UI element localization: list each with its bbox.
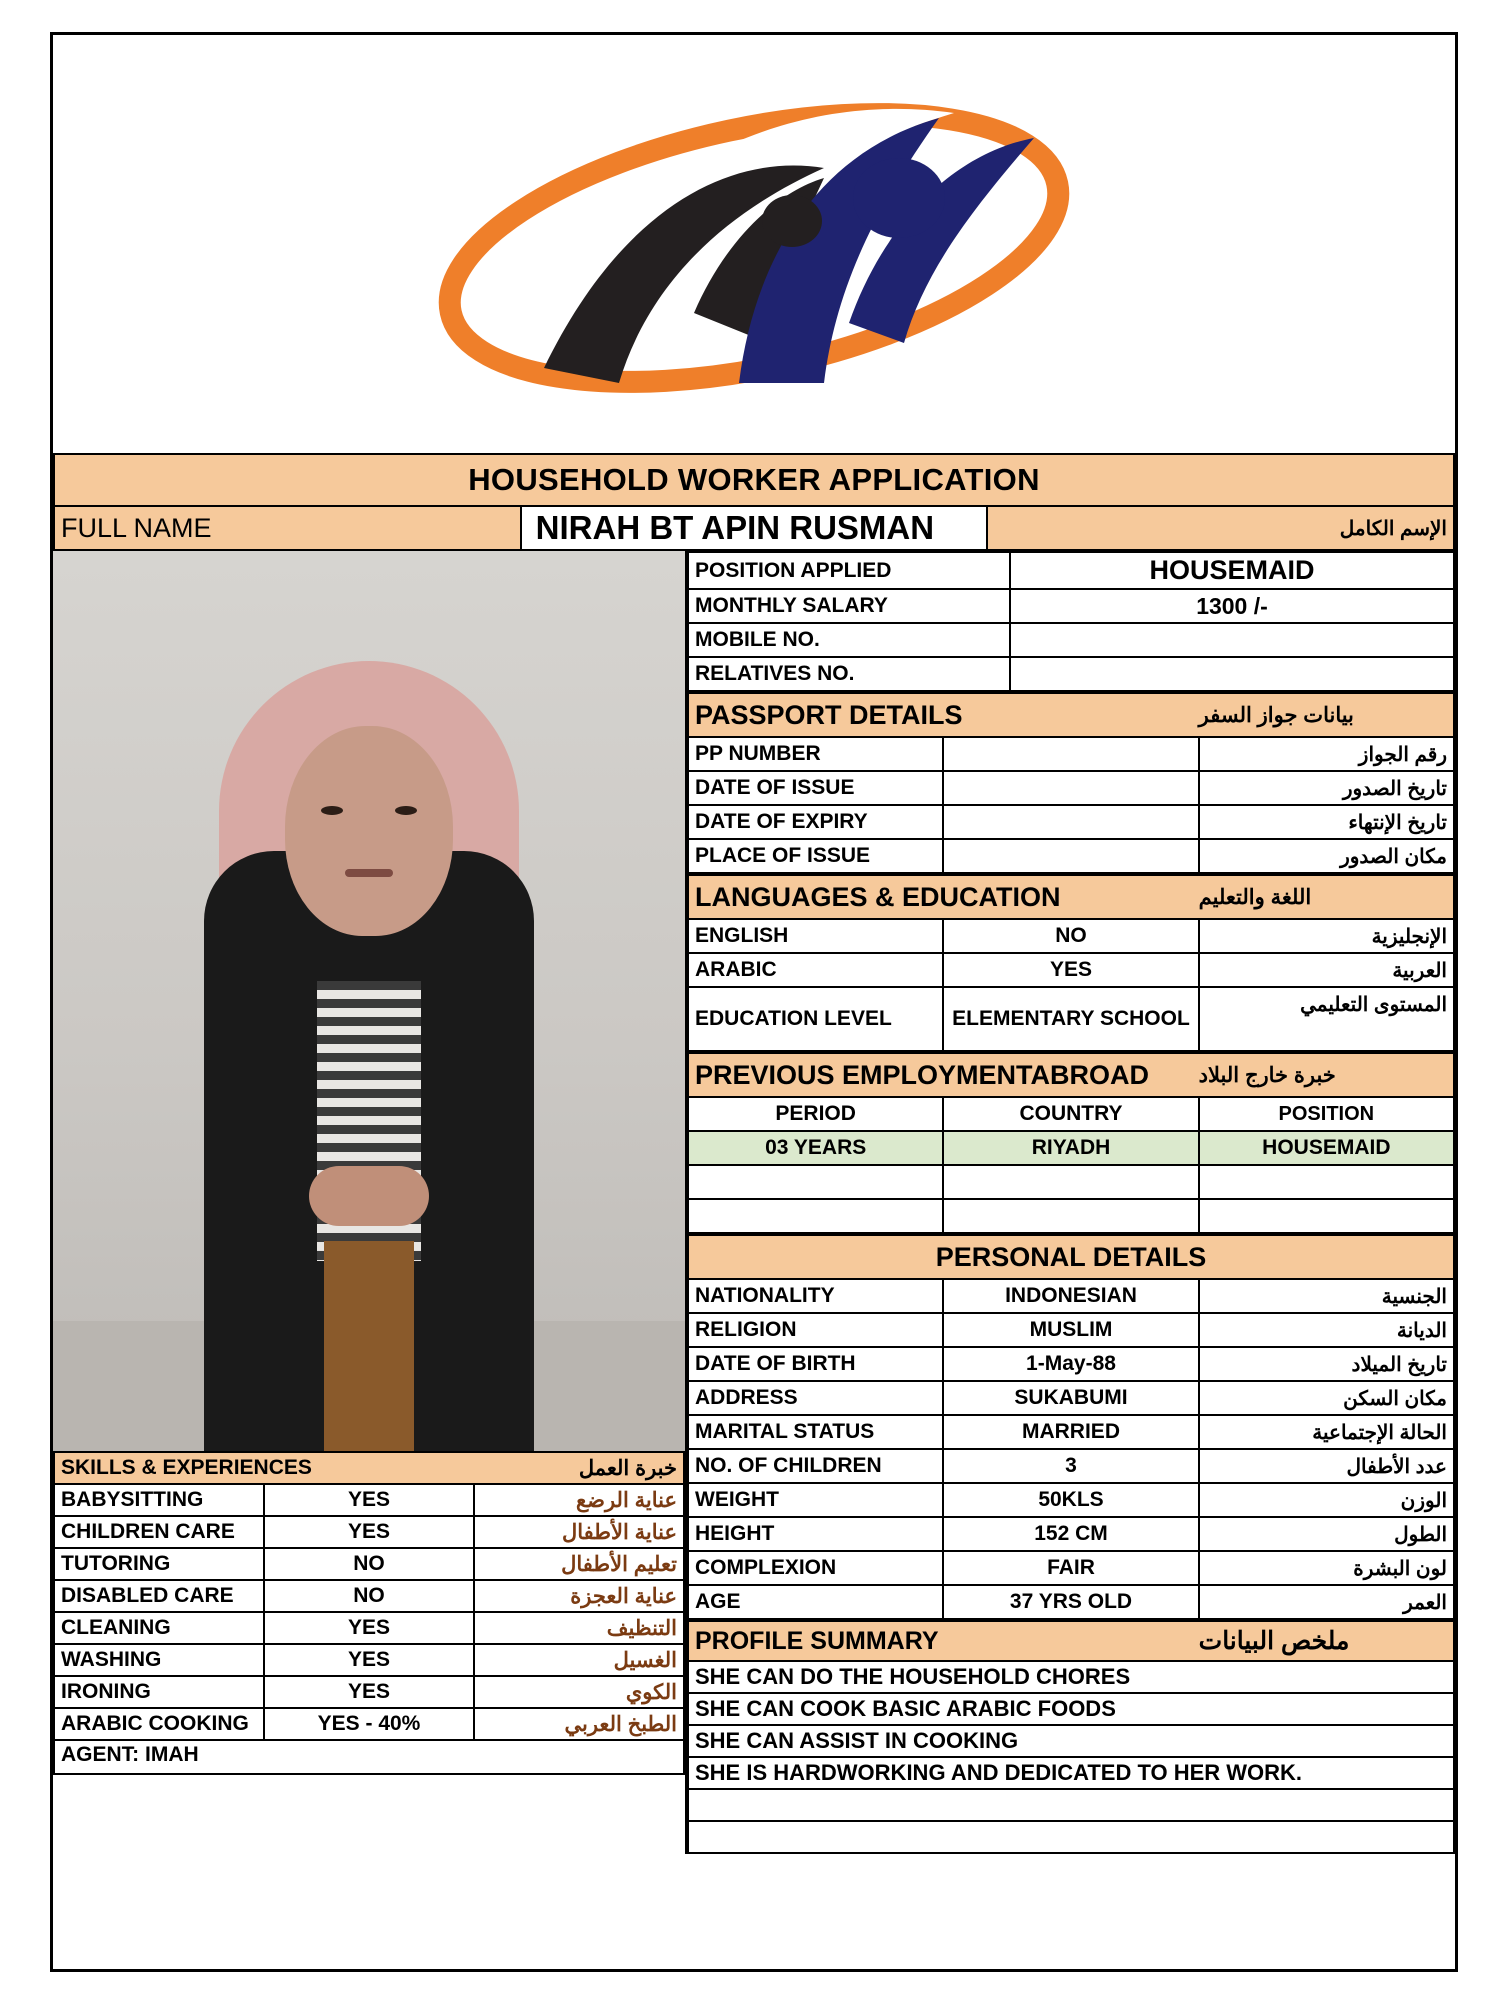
language-row [688,953,1454,987]
profile-line: SHE CAN COOK BASIC ARABIC FOODS [688,1693,1454,1725]
skill-value: YES [264,1484,474,1516]
personal-row [688,1585,1454,1619]
religion-value: MUSLIM [943,1313,1198,1347]
passport-row [688,737,1454,771]
education-level-label: EDUCATION LEVEL [688,987,943,1051]
skill-arabic: الكوي [474,1676,684,1708]
full-name-value: NIRAH BT APIN RUSMAN [521,506,988,550]
weight-label: WEIGHT [688,1483,943,1517]
applicant-photo [53,551,685,1451]
profile-line-row [688,1821,1454,1853]
skills-heading: SKILLS & EXPERIENCES [54,1452,474,1484]
employment-country: RIYADH [943,1131,1198,1165]
agent-name: AGENT: IMAH [54,1740,684,1774]
skill-arabic: الطبخ العربي [474,1708,684,1740]
application-row [688,552,1454,589]
weight-arabic: الوزن [1199,1483,1454,1517]
passport-table [687,692,1455,874]
personal-details-table [687,1234,1455,1620]
employment-heading: PREVIOUS EMPLOYMENTABROAD [688,1053,1199,1097]
position-applied-label: POSITION APPLIED [688,552,1010,589]
profile-line-row [688,1661,1454,1693]
skill-label: WASHING [54,1644,264,1676]
height-label: HEIGHT [688,1517,943,1551]
personal-row [688,1347,1454,1381]
employment-heading-arabic: خبرة خارج البلاد [1199,1053,1454,1097]
personal-row [688,1517,1454,1551]
profile-heading-row [688,1621,1454,1661]
employment-period [688,1165,943,1199]
logo-icon [394,83,1114,403]
marital-status-value: MARRIED [943,1415,1198,1449]
passport-heading-arabic: بيانات جواز السفر [1199,693,1454,737]
employment-country [943,1165,1198,1199]
skill-value: YES [264,1676,474,1708]
skill-row [54,1580,684,1612]
mobile-no-label: MOBILE NO. [688,623,1010,657]
employment-period [688,1199,943,1233]
employment-column-header-row [688,1097,1454,1131]
place-of-issue-arabic: مكان الصدور [1199,839,1454,873]
education-level-value: ELEMENTARY SCHOOL [943,987,1198,1051]
skill-row [54,1516,684,1548]
skill-value: NO [264,1548,474,1580]
skill-value: YES [264,1644,474,1676]
date-of-expiry-label: DATE OF EXPIRY [688,805,943,839]
profile-line-row [688,1725,1454,1757]
skill-row [54,1612,684,1644]
employment-col-position: POSITION [1199,1097,1454,1131]
skill-arabic: عناية الأطفال [474,1516,684,1548]
children-count-value: 3 [943,1449,1198,1483]
employment-col-period: PERIOD [688,1097,943,1131]
place-of-issue-label: PLACE OF ISSUE [688,839,943,873]
monthly-salary-value: 1300 /- [1010,589,1454,623]
skill-arabic: عناية الرضع [474,1484,684,1516]
weight-value: 50KLS [943,1483,1198,1517]
skill-value: YES [264,1516,474,1548]
skills-heading-row [54,1452,684,1484]
personal-heading: PERSONAL DETAILS [688,1235,1454,1279]
profile-heading-arabic: ملخص البيانات [1199,1621,1454,1661]
nationality-value: INDONESIAN [943,1279,1198,1313]
skill-value: NO [264,1580,474,1612]
relatives-no-value [1010,657,1454,691]
age-value: 37 YRS OLD [943,1585,1198,1619]
agent-row [54,1740,684,1774]
english-arabic: الإنجليزية [1199,919,1454,953]
mobile-no-value [1010,623,1454,657]
profile-heading: PROFILE SUMMARY [688,1621,1199,1661]
employment-position [1199,1165,1454,1199]
full-name-label: FULL NAME [54,506,521,550]
profile-line-row [688,1789,1454,1821]
language-row [688,987,1454,1051]
passport-row [688,771,1454,805]
religion-label: RELIGION [688,1313,943,1347]
profile-line: SHE CAN ASSIST IN COOKING [688,1725,1454,1757]
skill-row [54,1484,684,1516]
languages-table [687,874,1455,1052]
application-row [688,657,1454,691]
skills-table [53,1451,685,1775]
document-body [53,551,1455,1854]
application-row [688,623,1454,657]
date-of-issue-label: DATE OF ISSUE [688,771,943,805]
right-column [687,551,1455,1854]
religion-arabic: الديانة [1199,1313,1454,1347]
address-label: ADDRESS [688,1381,943,1415]
languages-heading: LANGUAGES & EDUCATION [688,875,1199,919]
language-row [688,919,1454,953]
profile-line: SHE IS HARDWORKING AND DEDICATED TO HER WORK. [688,1757,1454,1789]
employment-row [688,1165,1454,1199]
skill-label: DISABLED CARE [54,1580,264,1612]
arabic-arabic: العربية [1199,953,1454,987]
skill-row [54,1676,684,1708]
profile-line-row [688,1693,1454,1725]
skill-value: YES - 40% [264,1708,474,1740]
monthly-salary-label: MONTHLY SALARY [688,589,1010,623]
pp-number-arabic: رقم الجواز [1199,737,1454,771]
company-logo-area [53,35,1455,453]
passport-heading: PASSPORT DETAILS [688,693,1199,737]
passport-row [688,839,1454,873]
application-document [50,32,1458,1972]
full-name-arabic-label: الإسم الكامل [987,506,1454,550]
complexion-arabic: لون البشرة [1199,1551,1454,1585]
employment-country [943,1199,1198,1233]
date-of-birth-arabic: تاريخ الميلاد [1199,1347,1454,1381]
marital-status-arabic: الحالة الإجتماعية [1199,1415,1454,1449]
employment-position [1199,1199,1454,1233]
full-name-row [54,506,1454,550]
height-arabic: الطول [1199,1517,1454,1551]
age-label: AGE [688,1585,943,1619]
skill-label: TUTORING [54,1548,264,1580]
application-info-table [687,551,1455,692]
skill-row [54,1644,684,1676]
employment-col-country: COUNTRY [943,1097,1198,1131]
skill-label: ARABIC COOKING [54,1708,264,1740]
profile-line: SHE CAN DO THE HOUSEHOLD CHORES [688,1661,1454,1693]
title-row [54,454,1454,506]
pp-number-label: PP NUMBER [688,737,943,771]
skill-row [54,1708,684,1740]
personal-row [688,1279,1454,1313]
profile-line [688,1789,1454,1821]
arabic-value: YES [943,953,1198,987]
personal-row [688,1483,1454,1517]
skill-label: CLEANING [54,1612,264,1644]
skill-arabic: تعليم الأطفال [474,1548,684,1580]
place-of-issue-value [943,839,1198,873]
date-of-birth-value: 1-May-88 [943,1347,1198,1381]
height-value: 152 CM [943,1517,1198,1551]
skill-label: IRONING [54,1676,264,1708]
personal-row [688,1551,1454,1585]
date-of-birth-label: DATE OF BIRTH [688,1347,943,1381]
date-of-issue-arabic: تاريخ الصدور [1199,771,1454,805]
address-value: SUKABUMI [943,1381,1198,1415]
passport-row [688,805,1454,839]
profile-line-row [688,1757,1454,1789]
arabic-label: ARABIC [688,953,943,987]
employment-row [688,1131,1454,1165]
children-count-label: NO. OF CHILDREN [688,1449,943,1483]
skills-heading-arabic: خبرة العمل [474,1452,684,1484]
date-of-expiry-value [943,805,1198,839]
languages-heading-row [688,875,1454,919]
date-of-expiry-arabic: تاريخ الإنتهاء [1199,805,1454,839]
relatives-no-label: RELATIVES NO. [688,657,1010,691]
age-arabic: العمر [1199,1585,1454,1619]
personal-heading-row [688,1235,1454,1279]
left-column [53,551,687,1854]
page-title: HOUSEHOLD WORKER APPLICATION [54,454,1454,506]
passport-heading-row [688,693,1454,737]
personal-row [688,1449,1454,1483]
profile-summary-table [687,1620,1455,1854]
profile-line [688,1821,1454,1853]
skill-label: BABYSITTING [54,1484,264,1516]
employment-row [688,1199,1454,1233]
marital-status-label: MARITAL STATUS [688,1415,943,1449]
nationality-label: NATIONALITY [688,1279,943,1313]
skill-arabic: عناية العجزة [474,1580,684,1612]
nationality-arabic: الجنسية [1199,1279,1454,1313]
personal-row [688,1313,1454,1347]
skill-label: CHILDREN CARE [54,1516,264,1548]
date-of-issue-value [943,771,1198,805]
skill-arabic: الغسيل [474,1644,684,1676]
english-label: ENGLISH [688,919,943,953]
personal-row [688,1415,1454,1449]
document-title-table [53,453,1455,551]
education-level-arabic: المستوى التعليمي [1199,987,1454,1051]
skill-value: YES [264,1612,474,1644]
previous-employment-table [687,1052,1455,1234]
languages-heading-arabic: اللغة والتعليم [1199,875,1454,919]
personal-row [688,1381,1454,1415]
skill-row [54,1548,684,1580]
application-row [688,589,1454,623]
employment-heading-row [688,1053,1454,1097]
complexion-label: COMPLEXION [688,1551,943,1585]
complexion-value: FAIR [943,1551,1198,1585]
position-applied-value: HOUSEMAID [1010,552,1454,589]
english-value: NO [943,919,1198,953]
employment-position: HOUSEMAID [1199,1131,1454,1165]
skill-arabic: التنظيف [474,1612,684,1644]
address-arabic: مكان السكن [1199,1381,1454,1415]
children-count-arabic: عدد الأطفال [1199,1449,1454,1483]
pp-number-value [943,737,1198,771]
employment-period: 03 YEARS [688,1131,943,1165]
